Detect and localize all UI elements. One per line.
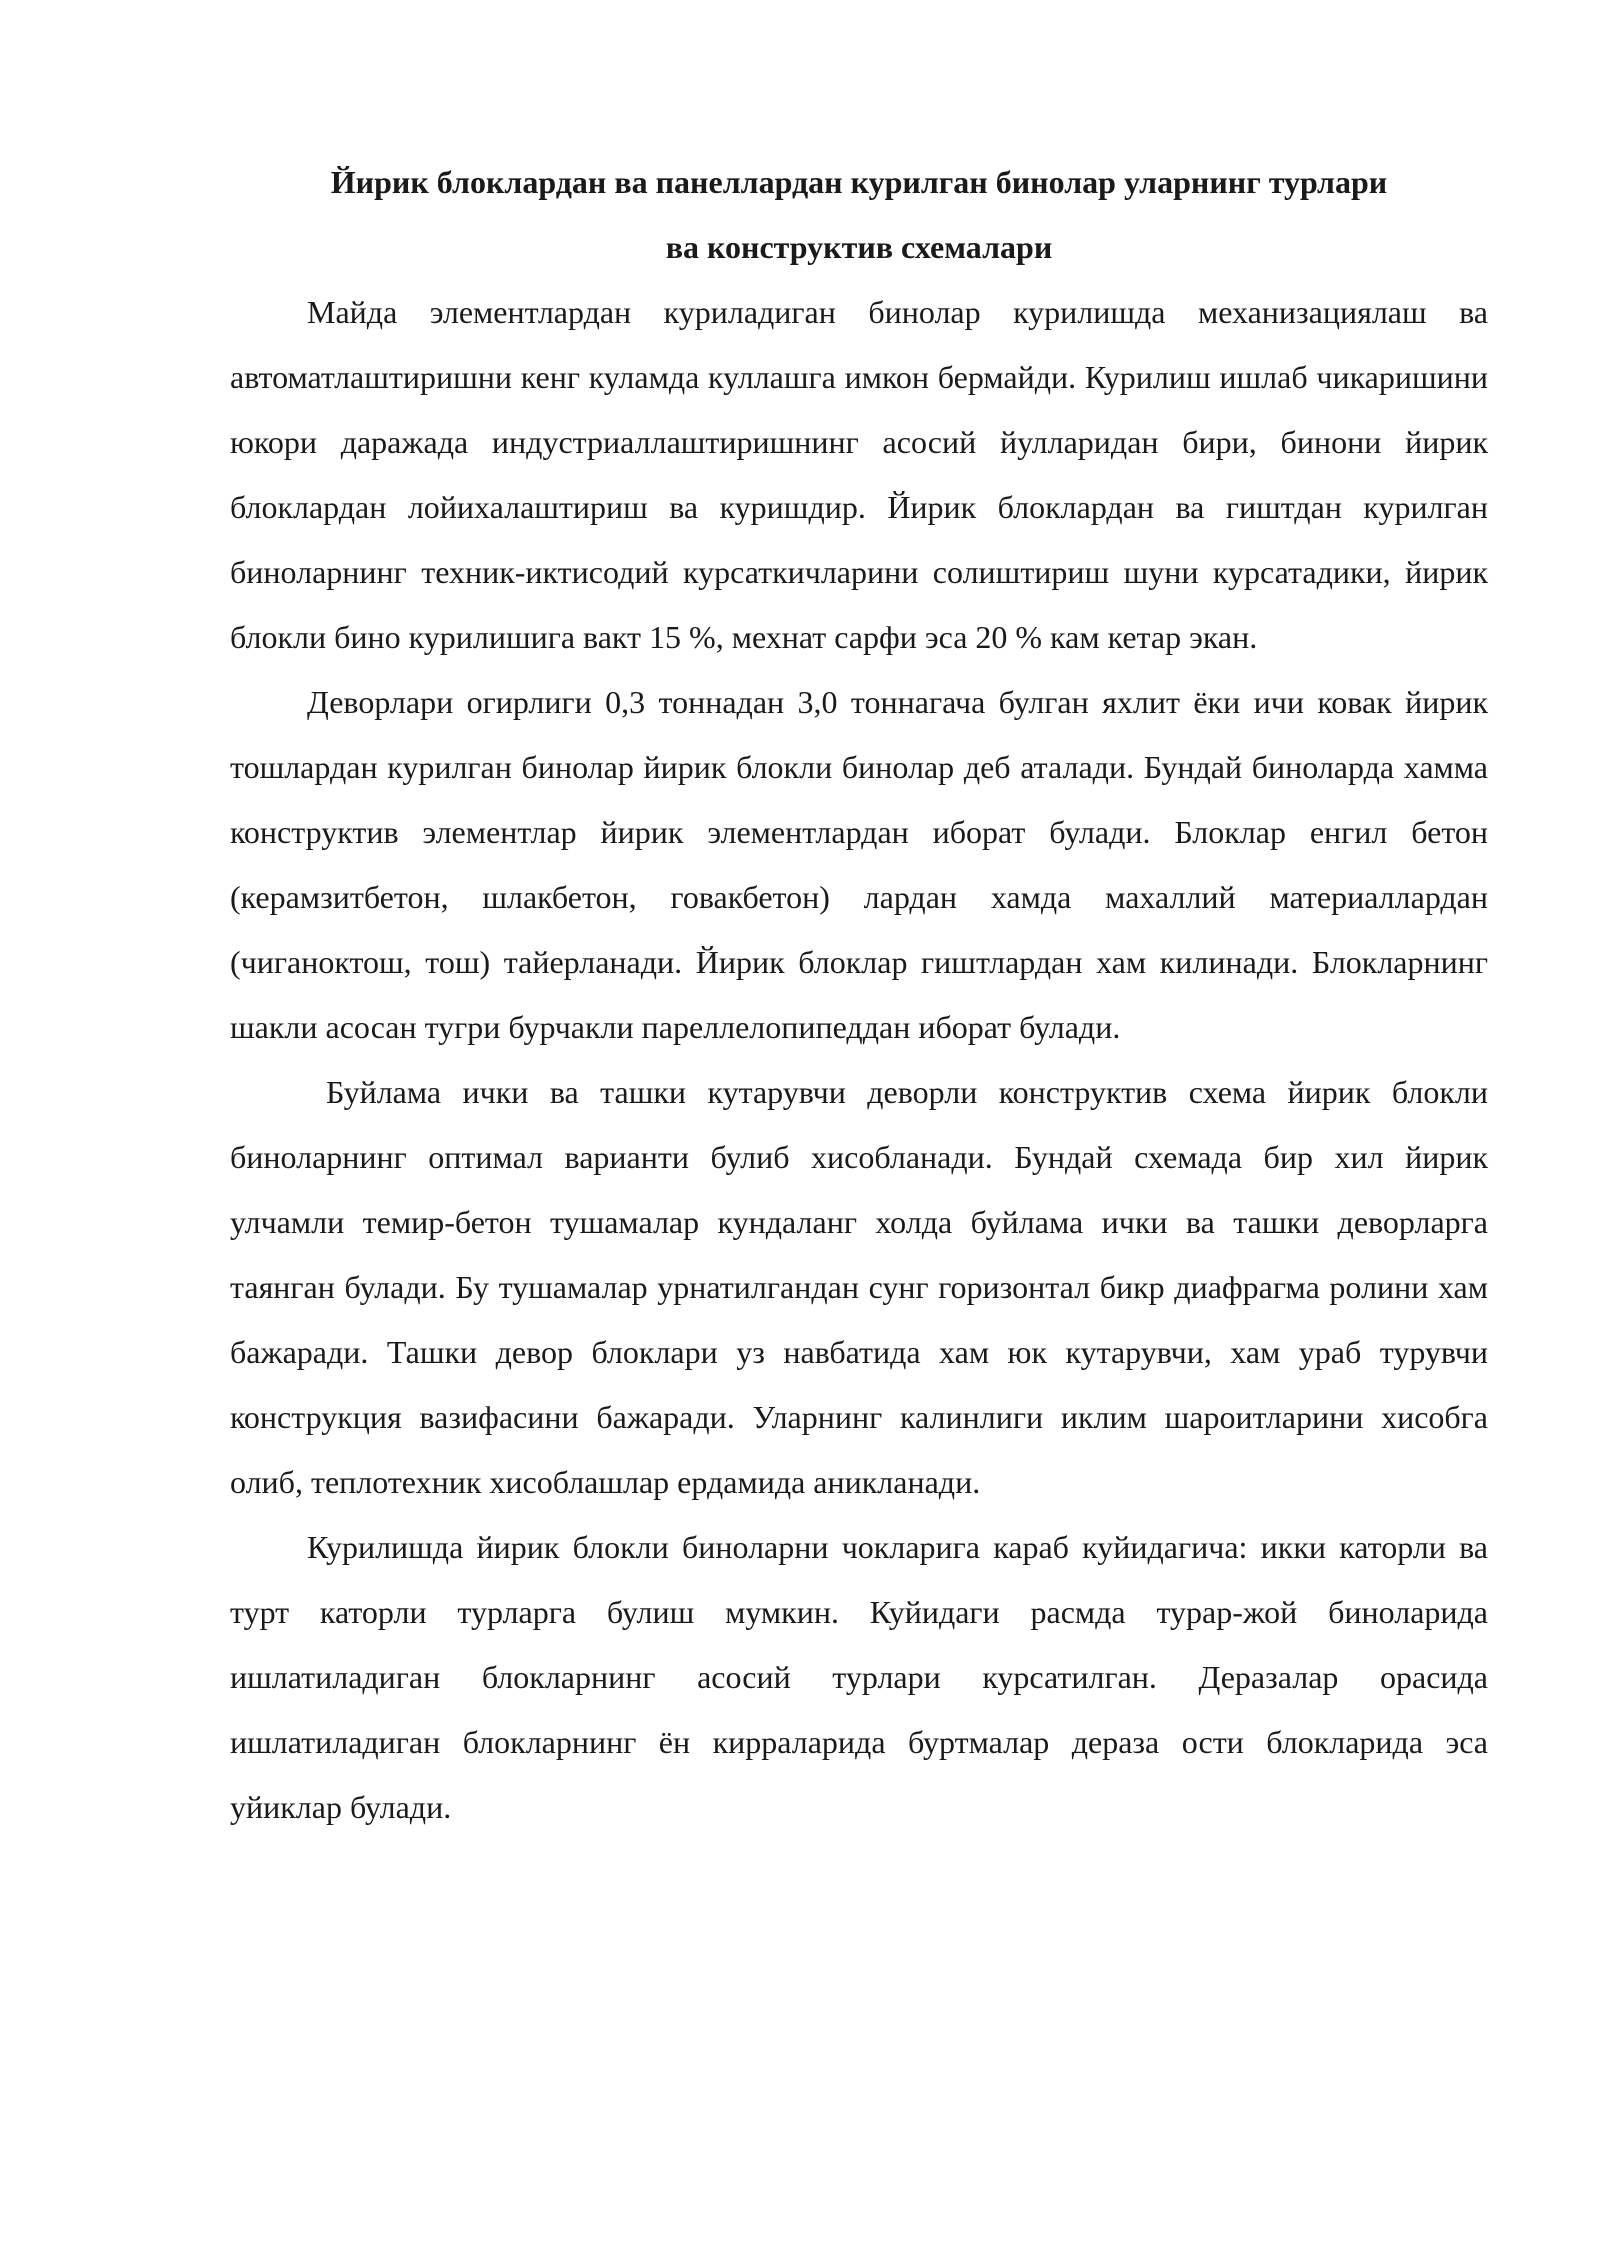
paragraph-3: Буйлама ички ва ташки кутарувчи деворли конструктив схема йирик блокли биноларнинг оптимал варианти булиб хисобланади. Бундай схемада бир хил йирик улчамли темир-бетон тушамалар кундаланг холда буйлама ички ва ташки деворларга таянган булади. Бу тушамалар урнатилгандан сунг горизонтал бикр диафрагма ролини хам бажаради. Ташки девор блоклари уз навбатида хам юк кутарувчи, хам ураб турувчи конструкция вазифасини бажаради. Уларнинг калинлиги иклим шароитларини хисобга олиб, теплотехник хисоблашлар ердамида аникланади. bbox=[230, 1074, 1488, 1500]
document-page bbox=[230, 150, 1488, 1840]
paragraph-4: Курилишда йирик блокли биноларни чокларига караб куйидагича: икки каторли ва турт каторли турларга булиш мумкин. Куйидаги расмда турар-жой биноларида ишлатиладиган блокларнинг асосий турлари курсатилган. Деразалар орасида ишлатиладиган блокларнинг ён кирраларида буртмалар дераза ости блокларида эса уйиклар булади. bbox=[230, 1529, 1488, 1825]
document-title bbox=[230, 150, 1488, 280]
document-title-line-2: ва конструктив схемалари bbox=[665, 229, 1053, 265]
document-title-line-1: Йирик блоклардан ва панеллардан курилган бинолар уларнинг турлари bbox=[330, 164, 1388, 200]
paragraph-2: Деворлари огирлиги 0,3 тоннадан 3,0 тоннагача булган яхлит ёки ичи ковак йирик тошлардан курилган бинолар йирик блокли бинолар деб аталади. Бундай биноларда хамма конструктив элементлар йирик элементлардан иборат булади. Блоклар енгил бетон (керамзитбетон, шлакбетон, говакбетон) лардан хамда махаллий материаллардан (чиганоктош, тош) тайерланади. Йирик блоклар гиштлардан хам килинади. Блокларнинг шакли асосан тугри бурчакли пареллелопипеддан иборат булади. bbox=[230, 684, 1488, 1045]
paragraph-1: Майда элементлардан куриладиган бинолар курилишда механизациялаш ва автоматлаштиришни кенг куламда куллашга имкон бермайди. Курилиш ишлаб чикаришини юкори даражада индустриаллаштиришнинг асосий йулларидан бири, бинони йирик блоклардан лойихалаштириш ва куришдир. Йирик блоклардан ва гиштдан курилган биноларнинг техник-иктисодий курсаткичларини солиштириш шуни курсатадики, йирик блокли бино курилишига вакт 15 %, мехнат сарфи эса 20 % кам кетар экан. bbox=[230, 294, 1488, 655]
